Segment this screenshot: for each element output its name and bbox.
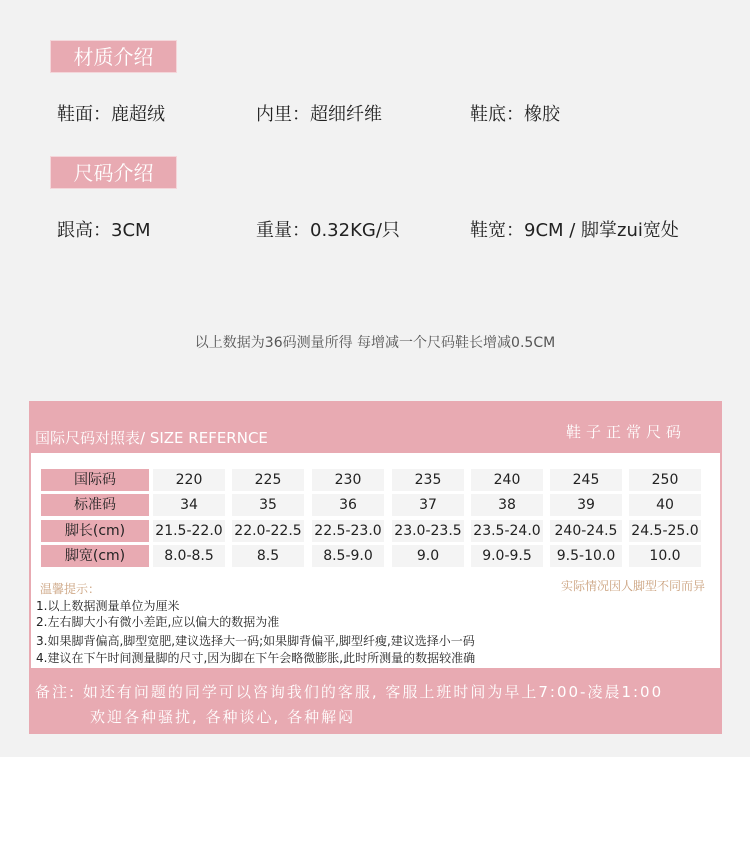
table-cell: 40	[629, 494, 701, 516]
table-cell: 220	[153, 469, 225, 491]
measurement-note: 以上数据为36码测量所得 每增减一个尺码鞋长增减0.5CM	[194, 335, 556, 351]
row-label: 脚宽(cm)	[41, 545, 149, 567]
material-heading: 材质介绍	[50, 40, 177, 73]
table-cell: 230	[312, 469, 384, 491]
panel-header	[29, 401, 722, 453]
table-cell: 21.5-22.0	[153, 520, 225, 542]
size-heading: 尺码介绍	[50, 156, 177, 189]
size-table-card	[31, 453, 720, 668]
table-cell: 10.0	[629, 545, 701, 567]
tip-1: 1.以上数据测量单位为厘米	[36, 599, 180, 613]
table-cell: 22.0-22.5	[232, 520, 304, 542]
table-cell: 240	[471, 469, 543, 491]
row-label: 国际码	[41, 469, 149, 491]
footer-line-2: 欢迎各种骚扰, 各种谈心, 各种解闷	[90, 708, 356, 726]
row-label: 标准码	[41, 494, 149, 516]
table-cell: 22.5-23.0	[312, 520, 384, 542]
table-cell: 34	[153, 494, 225, 516]
panel-title: 国际尺码对照表/ SIZE REFERNCE	[35, 429, 268, 447]
table-cell: 23.5-24.0	[471, 520, 543, 542]
panel-right-label: 鞋子正常尺码	[565, 423, 686, 441]
tip-3: 3.如果脚背偏高,脚型宽肥,建议选择大一码;如果脚背偏平,脚型纤瘦,建议选择小一码	[36, 634, 475, 648]
table-cell: 24.5-25.0	[629, 520, 701, 542]
table-cell: 36	[312, 494, 384, 516]
material-lining: 内里：超细纤维	[256, 104, 382, 125]
table-cell: 38	[471, 494, 543, 516]
shoe-weight: 重量：0.32KG/只	[256, 220, 400, 241]
table-cell: 225	[232, 469, 304, 491]
table-cell: 35	[232, 494, 304, 516]
material-upper: 鞋面：鹿超绒	[57, 104, 165, 125]
table-cell: 8.5-9.0	[312, 545, 384, 567]
table-cell: 240-24.5	[550, 520, 622, 542]
tip-4: 4.建议在下午时间测量脚的尺寸,因为脚在下午会略微膨胀,此时所测量的数据较准确	[36, 651, 476, 665]
table-cell: 23.0-23.5	[392, 520, 464, 542]
table-cell: 9.0	[392, 545, 464, 567]
tips-title: 温馨提示：	[40, 582, 101, 596]
table-cell: 39	[550, 494, 622, 516]
table-cell: 37	[392, 494, 464, 516]
tip-2: 2.左右脚大小有微小差距,应以偏大的数据为准	[36, 615, 280, 629]
heel-height: 跟高：3CM	[57, 220, 151, 241]
shoe-width: 鞋宽：9CM / 脚掌zui宽处	[470, 220, 679, 241]
table-cell: 9.0-9.5	[471, 545, 543, 567]
table-cell: 245	[550, 469, 622, 491]
table-cell: 8.5	[232, 545, 304, 567]
tips-right-note: 实际情况因人脚型不同而异	[560, 579, 705, 593]
table-cell: 8.0-8.5	[153, 545, 225, 567]
material-sole: 鞋底：橡胶	[470, 104, 560, 125]
table-cell: 235	[392, 469, 464, 491]
table-cell: 250	[629, 469, 701, 491]
row-label: 脚长(cm)	[41, 520, 149, 542]
footer-line-1: 备注: 如还有问题的同学可以咨询我们的客服, 客服上班时间为早上7:00-凌晨1:00	[35, 683, 664, 701]
table-cell: 9.5-10.0	[550, 545, 622, 567]
size-reference-panel	[29, 401, 722, 734]
